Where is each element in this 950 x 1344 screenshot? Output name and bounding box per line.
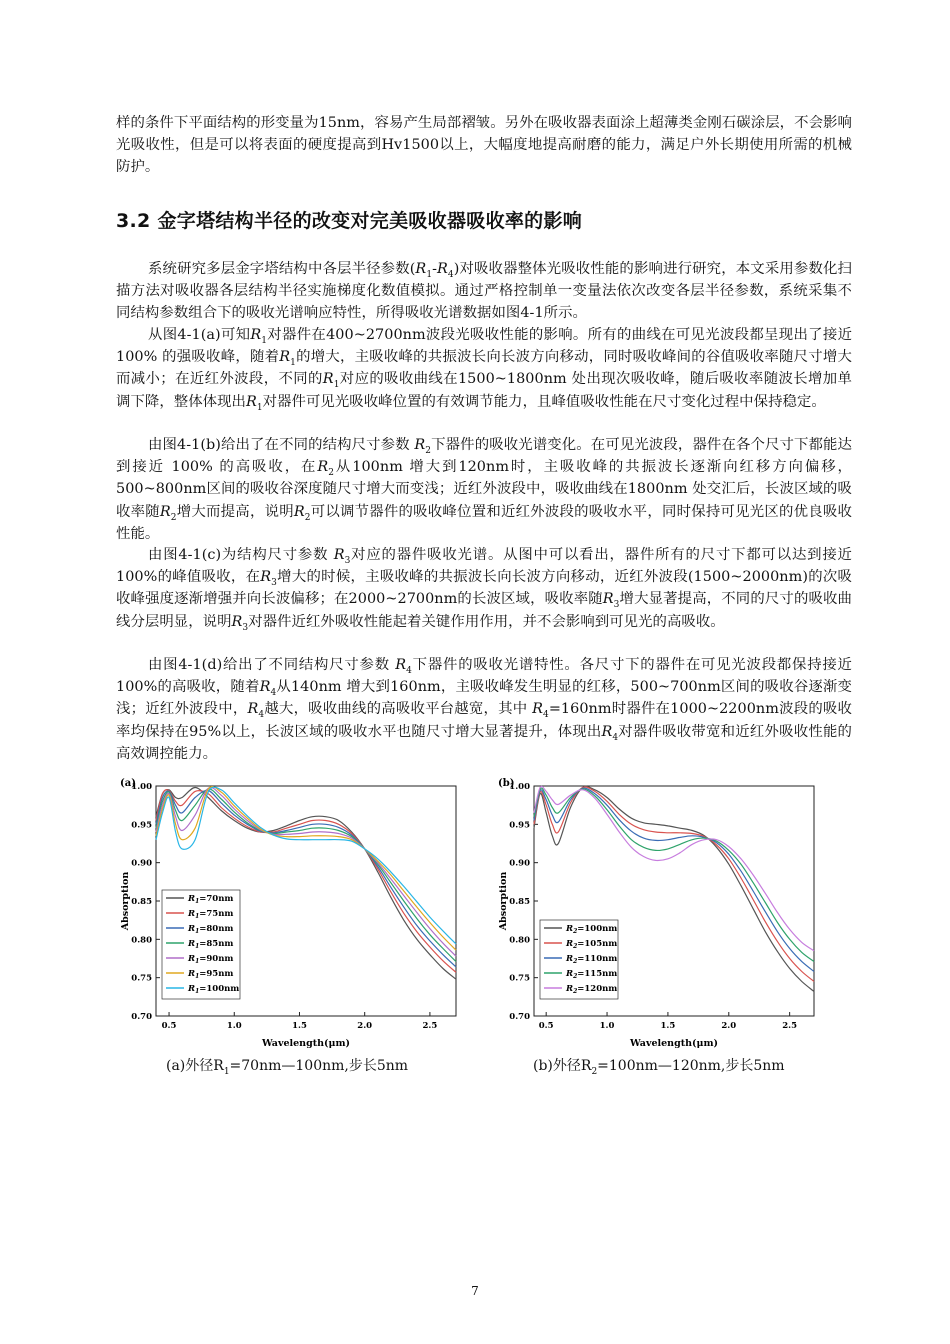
body-paragraph-3: 由图4-1(b)给出了在不同的结构尺寸参数 $R_2$下器件的吸收光谱变化。在可见光波段，器件在各个尺寸下都能达到接近 100% 的高吸收，在$R_2$从100nm 增大到120nm时，主吸收峰的共振波长逐渐向红移方向偏移，500~800nm区间的吸收谷深度随尺寸增大而变浅；近红外波段中，吸收曲线在1800nm 处交汇后，长波区域的吸收率随$R_2$增大而提高，说明$R_2$可以调节器件的吸收峰位置和近红外波段的吸收水平，同时保持可见光区的优良吸收性能。 — [116, 437, 852, 542]
body-paragraph-1: 系统研究多层金字塔结构中各层半径参数$(R_1-R_4)$对吸收器整体光吸收性能的影响进行研究，本文采用参数化扫描方法对吸收器各层结构半径实施梯度化数值模拟。通过严格控制单一变量法依次改变各层半径参数，系统采集不同结构参数组合下的吸收光谱响应特性，所得吸收光谱数据如图4-1所示。 — [116, 261, 852, 322]
y-tick-label: 0.95 — [131, 820, 152, 831]
y-tick-label: 0.75 — [509, 973, 530, 984]
x-tick-label: 1.5 — [660, 1021, 676, 1031]
legend-label: $R_1=80nm$ — [188, 924, 234, 935]
paragraph-continued: 样的条件下平面结构的形变量为15nm，容易产生局部褶皱。另外在吸收器表面涂上超薄类金刚石碳涂层，不会影响光吸收性，但是可以将表面的硬度提高到Hv1500以上，大幅度地提高耐磨的能力，满足户外长期使用所需的机械防护。 — [116, 115, 852, 176]
y-axis-label: Absorption — [498, 871, 509, 931]
figure-caption-b: (b)外径$R_2=100nm—120nm$,步长5nm — [533, 1058, 785, 1077]
legend-label: $R_2=100nm$ — [566, 924, 618, 935]
legend-label: $R_2=110nm$ — [566, 954, 618, 965]
absorption-chart-a — [116, 774, 466, 1052]
y-tick-label: 1.00 — [131, 782, 152, 792]
y-tick-label: 0.95 — [509, 820, 530, 831]
x-tick-label: 1.5 — [292, 1021, 307, 1031]
x-axis-label: Wavelength(μm) — [629, 1038, 719, 1049]
body-paragraph-2: 从图4-1(a)可知$R_1$对器件在400~2700nm波段光吸收性能的影响。所有的曲线在可见光波段都呈现出了接近 100% 的强吸收峰，随着$R_1$的增大，主吸收峰的共振波长向长波方向移动，同时吸收峰间的谷值吸收率随尺寸增大而减小；在近红外波段，不同的$R_1$对应的吸收曲线在1500~1800nm 处出现次吸收峰，随后吸收率随波长增加单调下降，整体体现出$R_1$对器件可见光吸收峰位置的有效调节能力，且峰值吸收性能在尺寸变化过程中保持稳定。 — [116, 327, 853, 413]
legend — [162, 890, 240, 999]
legend-label: $R_1=70nm$ — [188, 894, 234, 905]
page-number: 7 — [471, 1284, 479, 1298]
x-tick-label: 2.0 — [357, 1021, 373, 1031]
legend-label: $R_1=100nm$ — [188, 984, 240, 995]
x-axis-label: Wavelength(μm) — [261, 1038, 351, 1049]
y-tick-label: 0.85 — [131, 897, 152, 907]
body-paragraph-5: 由图4-1(d)给出了不同结构尺寸参数 $R_4$下器件的吸收光谱特性。各尺寸下的器件在可见光波段都保持接近100%的高吸收，随着$R_4$从140nm 增大到160nm，主吸收峰发生明显的红移，500~700nm区间的吸收谷逐渐变浅；近红外波段中，$R_4$越大，吸收曲线的高吸收平台越宽，其中 $R_4=160nm$时器件在1000~2200nm波段的吸收率均保持在95%以上，长波区域的吸收水平也随尺寸增大显著提升，体现出$R_4$对器件吸收带宽和近红外吸收性能的高效调控能力。 — [116, 657, 853, 762]
x-tick-label: 2.5 — [422, 1021, 438, 1031]
y-tick-label: 0.80 — [131, 935, 152, 946]
legend-label: $R_2=115nm$ — [566, 969, 618, 980]
y-tick-label: 0.90 — [509, 858, 530, 869]
legend-label: $R_1=90nm$ — [188, 954, 234, 965]
y-tick-label: 0.75 — [131, 973, 152, 984]
body-paragraph-4: 由图4-1(c)为结构尺寸参数 $R_3$对应的器件吸收光谱。从图中可以看出，器件所有的尺寸下都可以达到接近100%的峰值吸收，在$R_3$增大的时候，主吸收峰的共振波长向长波方向移动，近红外波段(1500~2000nm)的次吸收峰强度逐渐增强并向长波偏移；在2000~2700nm的长波区域，吸收率随$R_3$增大显著提高，不同的尺寸的吸收曲线分层明显，说明$R_3$对器件近红外吸收性能起着关键作用作用，并不会影响到可见光的高吸收。 — [116, 547, 852, 633]
panel-label: (b) — [498, 778, 515, 789]
y-tick-label: 0.90 — [131, 858, 152, 869]
section-heading: 3.2 金字塔结构半径的改变对完美吸收器吸收率的影响 — [116, 210, 583, 232]
x-tick-label: 1.0 — [226, 1021, 242, 1031]
y-tick-label: 0.85 — [509, 897, 530, 907]
y-tick-label: 1.00 — [509, 782, 530, 792]
x-tick-label: 2.5 — [782, 1021, 798, 1031]
y-axis-label: Absorption — [120, 871, 131, 931]
absorption-chart-b — [494, 774, 824, 1052]
y-tick-label: 0.70 — [509, 1012, 530, 1022]
y-tick-label: 0.70 — [131, 1012, 152, 1022]
figure-caption-a: (a)外径$R_1=70nm—100nm$,步长5nm — [166, 1058, 409, 1077]
panel-label: (a) — [120, 778, 136, 789]
x-tick-label: 1.0 — [599, 1021, 615, 1031]
x-tick-label: 2.0 — [721, 1021, 737, 1031]
legend-label: $R_1=75nm$ — [188, 909, 234, 920]
x-tick-label: 0.5 — [161, 1021, 177, 1031]
legend-label: $R_2=105nm$ — [566, 939, 618, 950]
y-tick-label: 0.80 — [509, 935, 530, 946]
legend-label: $R_1=95nm$ — [188, 969, 234, 980]
legend-label: $R_1=85nm$ — [188, 939, 234, 950]
legend-label: $R_2=120nm$ — [566, 984, 618, 995]
x-tick-label: 0.5 — [538, 1021, 554, 1031]
legend — [540, 920, 618, 999]
